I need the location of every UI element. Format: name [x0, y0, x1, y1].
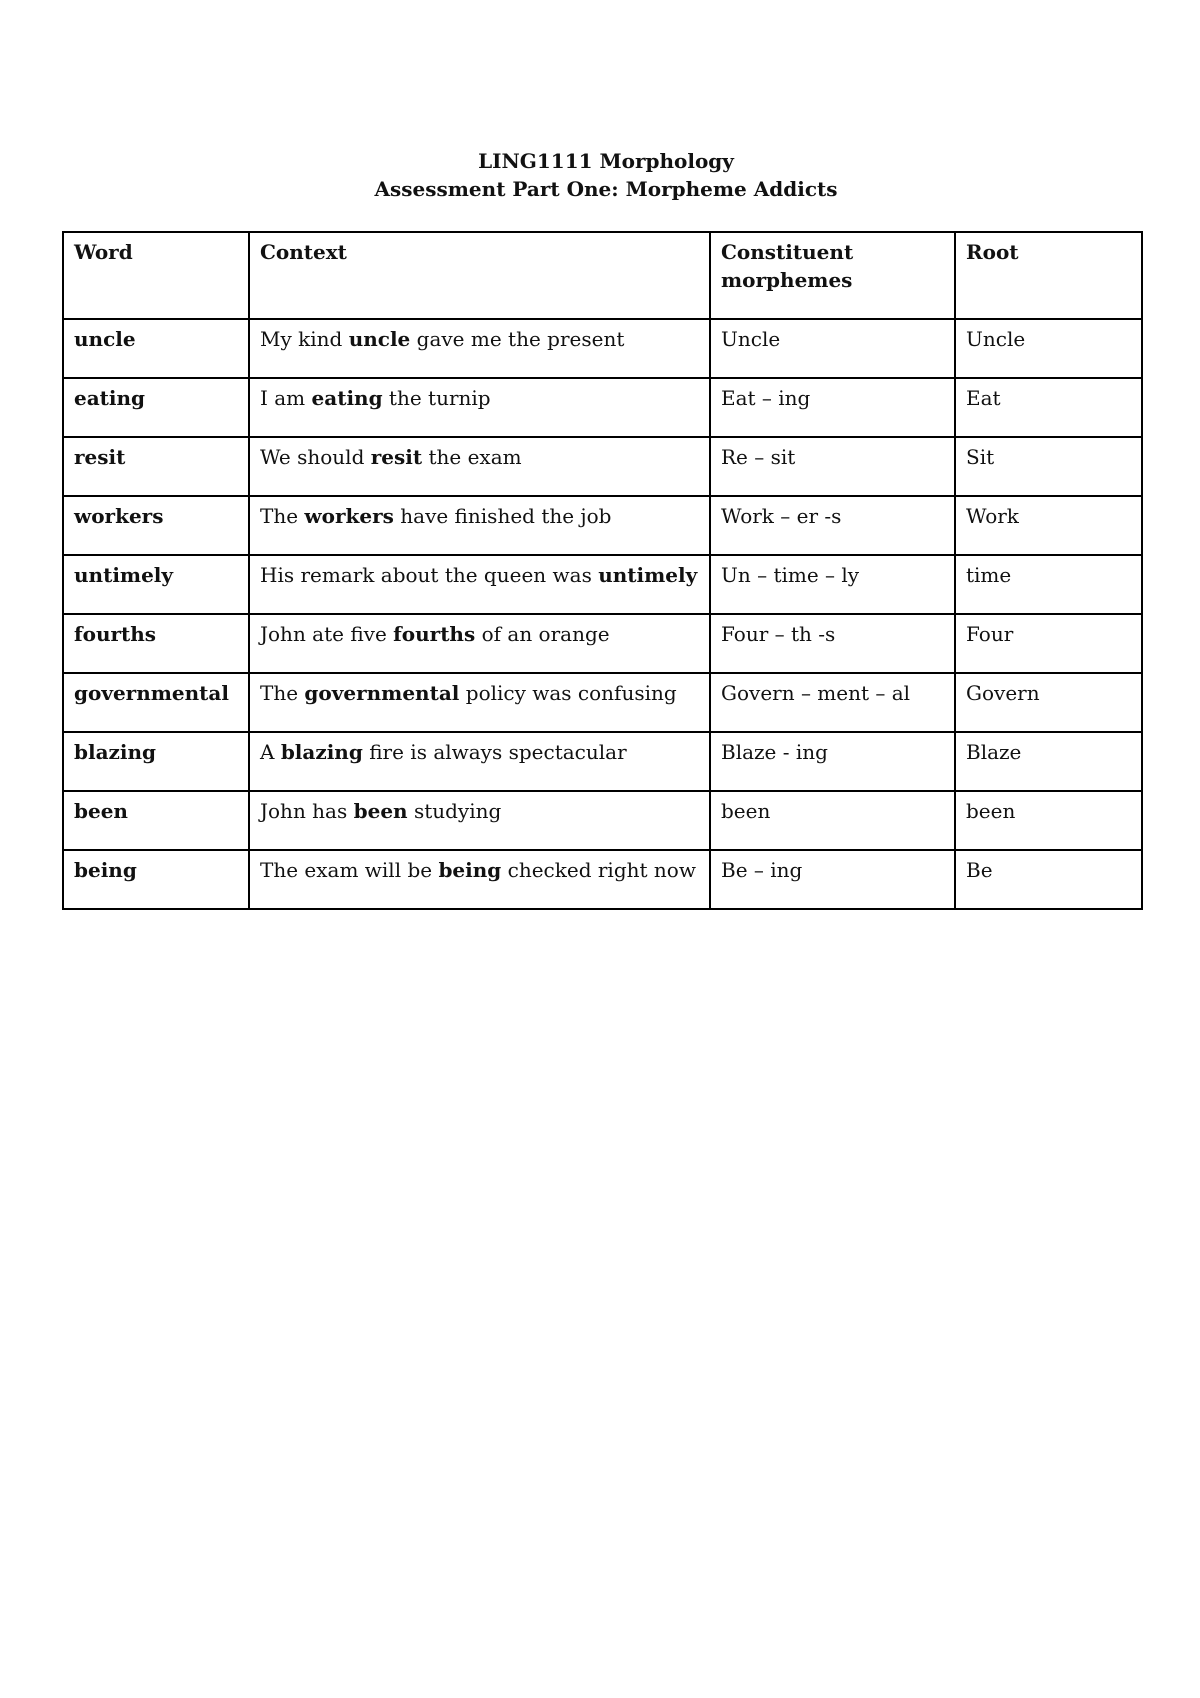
- table-header-row: [63, 232, 1142, 319]
- root-cell: Eat: [955, 378, 1142, 437]
- assessment-title: Assessment Part One: Morpheme Addicts: [374, 177, 838, 201]
- table-row: [63, 555, 1142, 614]
- table-row: [63, 673, 1142, 732]
- word-cell: eating: [63, 378, 249, 437]
- table-row: [63, 850, 1142, 909]
- context-target-word: resit: [370, 445, 423, 469]
- table-row: [63, 496, 1142, 555]
- morpheme-table: [62, 231, 1143, 910]
- morphemes-cell: Blaze - ing: [710, 732, 955, 791]
- context-cell: John ate five fourths of an orange: [249, 614, 710, 673]
- morphemes-cell: Four – th -s: [710, 614, 955, 673]
- context-target-word: governmental: [304, 681, 460, 705]
- root-cell: time: [955, 555, 1142, 614]
- root-cell: Four: [955, 614, 1142, 673]
- word-cell: resit: [63, 437, 249, 496]
- word-cell: blazing: [63, 732, 249, 791]
- morphemes-cell: Be – ing: [710, 850, 955, 909]
- header-word: Word: [63, 232, 249, 319]
- table-row: [63, 791, 1142, 850]
- root-cell: Sit: [955, 437, 1142, 496]
- course-title: LING1111 Morphology: [478, 149, 734, 173]
- table-row: [63, 319, 1142, 378]
- context-target-word: being: [438, 858, 502, 882]
- context-target-word: blazing: [280, 740, 363, 764]
- morphemes-cell: Govern – ment – al: [710, 673, 955, 732]
- morphemes-cell: Re – sit: [710, 437, 955, 496]
- header-constituent-morphemes: Constituent morphemes: [710, 232, 955, 319]
- word-cell: workers: [63, 496, 249, 555]
- root-cell: Blaze: [955, 732, 1142, 791]
- table-row: [63, 732, 1142, 791]
- word-cell: uncle: [63, 319, 249, 378]
- morphemes-cell: Uncle: [710, 319, 955, 378]
- word-cell: been: [63, 791, 249, 850]
- word-cell: untimely: [63, 555, 249, 614]
- context-target-word: untimely: [598, 563, 698, 587]
- header-context: Context: [249, 232, 710, 319]
- context-cell: John has been studying: [249, 791, 710, 850]
- context-cell: The exam will be being checked right now: [249, 850, 710, 909]
- root-cell: Uncle: [955, 319, 1142, 378]
- document-title: [0, 147, 1200, 203]
- context-target-word: workers: [304, 504, 394, 528]
- table-row: [63, 614, 1142, 673]
- header-root: Root: [955, 232, 1142, 319]
- context-target-word: fourths: [393, 622, 476, 646]
- context-target-word: uncle: [348, 327, 411, 351]
- table-row: [63, 437, 1142, 496]
- table-body: [63, 319, 1142, 909]
- morphemes-cell: Un – time – ly: [710, 555, 955, 614]
- root-cell: Govern: [955, 673, 1142, 732]
- context-target-word: been: [353, 799, 408, 823]
- context-cell: A blazing fire is always spectacular: [249, 732, 710, 791]
- morphemes-cell: Work – er -s: [710, 496, 955, 555]
- table-row: [63, 378, 1142, 437]
- root-cell: Work: [955, 496, 1142, 555]
- context-cell: The governmental policy was confusing: [249, 673, 710, 732]
- context-cell: His remark about the queen was untimely: [249, 555, 710, 614]
- context-cell: My kind uncle gave me the present: [249, 319, 710, 378]
- context-cell: The workers have finished the job: [249, 496, 710, 555]
- context-cell: I am eating the turnip: [249, 378, 710, 437]
- word-cell: fourths: [63, 614, 249, 673]
- root-cell: been: [955, 791, 1142, 850]
- morphemes-cell: Eat – ing: [710, 378, 955, 437]
- context-cell: We should resit the exam: [249, 437, 710, 496]
- word-cell: being: [63, 850, 249, 909]
- word-cell: governmental: [63, 673, 249, 732]
- context-target-word: eating: [311, 386, 383, 410]
- root-cell: Be: [955, 850, 1142, 909]
- morphemes-cell: been: [710, 791, 955, 850]
